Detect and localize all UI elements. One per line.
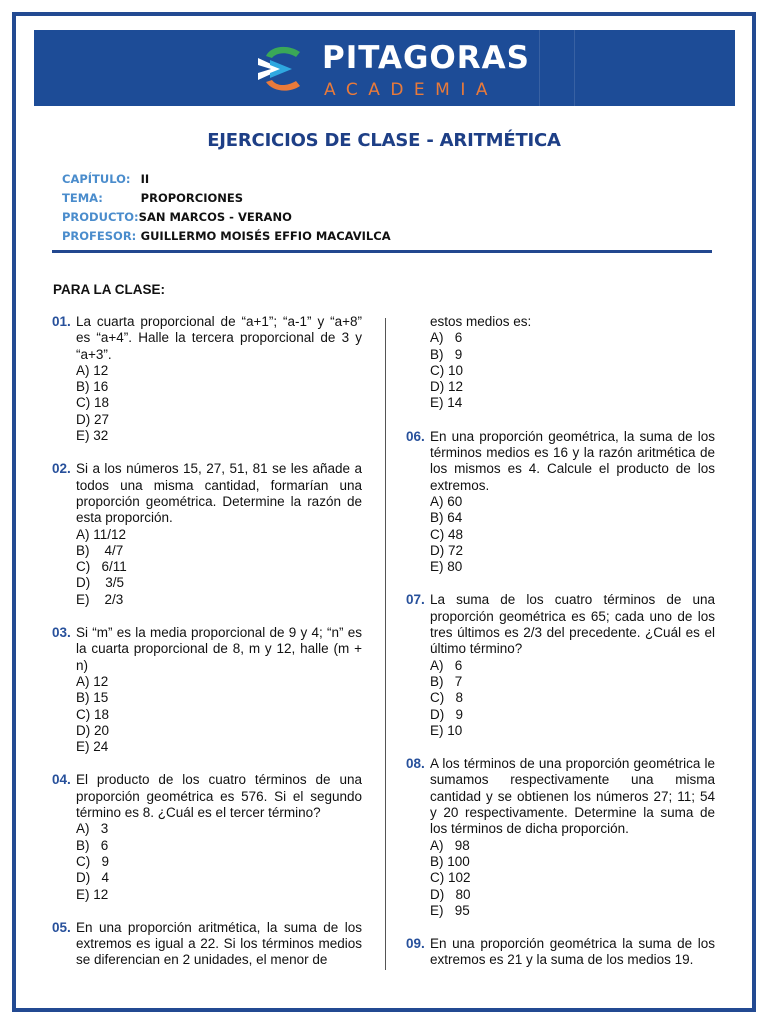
question-02 bbox=[52, 461, 362, 608]
question-text: En una proporción aritmética, la suma de los extremos es igual a 22. Si los términos medios se diferencian en 2 unidades, el menor de bbox=[76, 919, 362, 968]
answer-option: C) 18 bbox=[76, 395, 110, 411]
question-text: En una proporción geométrica, la suma de los términos medios es 16 y la razón aritmética de los mismos es 4. Calcule el producto de los extremos. bbox=[430, 428, 715, 493]
question-text-continued: estos medios es: bbox=[430, 314, 532, 329]
meta-row-teacher bbox=[62, 227, 391, 246]
question-text: A los términos de una proporción geométrica le sumamos respectivamente una misma cantidad y se obtienen los números 27; 11; 54 y 20 respectivamente. Determine la suma de los términos de dicha proporción. bbox=[430, 756, 715, 837]
answer-option: E) 32 bbox=[76, 428, 109, 444]
question-text: La suma de los cuatro términos de una proporción geométrica es 65; cada uno de los tres últimos es 2/3 del precedente. ¿Cuál es el último término? bbox=[430, 592, 715, 657]
question-text: Si a los números 15, 27, 51, 81 se les añade a todos una misma cantidad, formarían una proporción geométrica. Determine la razón de esta proporción. bbox=[76, 461, 362, 526]
brand-name: PITAGORAS bbox=[322, 40, 530, 76]
question-08 bbox=[406, 756, 715, 919]
question-05-continued bbox=[406, 314, 715, 412]
meta-label: PROFESOR: bbox=[62, 229, 137, 243]
pitagoras-logo-icon bbox=[256, 44, 308, 94]
meta-label: TEMA: bbox=[62, 191, 103, 205]
answer-option: E) 10 bbox=[430, 722, 463, 738]
left-column bbox=[52, 314, 362, 986]
answer-option: E) 24 bbox=[76, 739, 109, 755]
answer-option: B) 64 bbox=[430, 510, 463, 526]
answer-option: C) 6/11 bbox=[76, 559, 127, 575]
answer-option: A) 98 bbox=[430, 837, 470, 853]
answer-option: E) 95 bbox=[430, 902, 470, 918]
question-number: 06. bbox=[406, 428, 425, 444]
answer-option: C) 18 bbox=[76, 706, 110, 722]
section-title: PARA LA CLASE: bbox=[53, 282, 165, 297]
answer-option: B) 100 bbox=[430, 853, 470, 869]
question-number: 04. bbox=[52, 772, 71, 788]
answer-option: C) 9 bbox=[76, 853, 110, 869]
answer-option: B) 4/7 bbox=[76, 542, 124, 558]
question-text: El producto de los cuatro términos de una proporción geométrica es 576. Si el segundo término es 8. ¿Cuál es el tercer término? bbox=[76, 772, 362, 821]
answer-option: A) 12 bbox=[76, 673, 109, 689]
answer-option: B) 15 bbox=[76, 690, 109, 706]
question-number: 08. bbox=[406, 756, 425, 772]
header-stripe bbox=[539, 30, 540, 106]
answer-option: E) 14 bbox=[430, 395, 463, 411]
question-number: 09. bbox=[406, 936, 425, 952]
question-number: 02. bbox=[52, 461, 71, 477]
answer-option: B) 6 bbox=[76, 837, 109, 853]
meta-label: PRODUCTO: bbox=[62, 210, 139, 224]
question-text: En una proporción geométrica la suma de los extremos es 21 y la suma de los medios 19. bbox=[430, 936, 715, 968]
question-06 bbox=[406, 429, 715, 576]
question-07 bbox=[406, 592, 715, 739]
answer-option: C) 8 bbox=[430, 690, 464, 706]
answer-option: D) 27 bbox=[76, 411, 110, 427]
answer-option: A) 11/12 bbox=[76, 526, 127, 542]
meta-row-topic bbox=[62, 189, 391, 208]
answer-option: C) 48 bbox=[430, 526, 464, 542]
answer-option: D) 12 bbox=[430, 379, 464, 395]
header-stripe bbox=[574, 30, 575, 106]
answer-option: A) 6 bbox=[430, 330, 463, 346]
answer-option: D) 4 bbox=[76, 870, 110, 886]
question-number: 01. bbox=[52, 314, 71, 329]
answer-option: D) 72 bbox=[430, 542, 464, 558]
answer-option: E) 80 bbox=[430, 559, 463, 575]
question-03 bbox=[52, 625, 362, 755]
meta-value: SAN MARCOS - VERANO bbox=[138, 210, 292, 224]
answer-option: A) 12 bbox=[76, 362, 109, 378]
answer-option: B) 7 bbox=[430, 673, 463, 689]
meta-value: PROPORCIONES bbox=[140, 191, 244, 205]
question-number: 03. bbox=[52, 625, 71, 641]
answer-option: A) 3 bbox=[76, 821, 109, 837]
column-divider bbox=[385, 318, 386, 970]
meta-row-product bbox=[62, 208, 391, 227]
answer-option: E) 2/3 bbox=[76, 591, 124, 607]
question-04 bbox=[52, 772, 362, 902]
document-meta bbox=[62, 170, 391, 246]
answer-option: A) 60 bbox=[430, 493, 463, 509]
question-number: 07. bbox=[406, 592, 425, 608]
header-divider bbox=[52, 250, 712, 253]
answer-option: D) 9 bbox=[430, 706, 464, 722]
answer-option: E) 12 bbox=[76, 886, 109, 902]
brand-subtitle: ACADEMIA bbox=[324, 80, 498, 100]
question-text: Si “m” es la media proporcional de 9 y 4; “n” es la cuarta proporcional de 8, m y 12, halle (m + n) bbox=[76, 625, 362, 673]
answer-option: C) 10 bbox=[430, 362, 464, 378]
header-banner bbox=[34, 30, 735, 106]
question-number: 05. bbox=[52, 919, 71, 935]
question-05 bbox=[52, 920, 362, 969]
meta-value: GUILLERMO MOISÉS EFFIO MACAVILCA bbox=[140, 229, 391, 243]
question-09 bbox=[406, 936, 715, 969]
answer-option: D) 80 bbox=[430, 886, 471, 902]
question-text: La cuarta proporcional de “a+1”; “a-1” y “a+8” es “a+4”. Halle la tercera proporcional de 3 y “a+3”. bbox=[76, 314, 362, 362]
meta-value: II bbox=[140, 172, 150, 186]
answer-option: C) 102 bbox=[430, 870, 471, 886]
answer-option: B) 9 bbox=[430, 346, 463, 362]
meta-row-chapter bbox=[62, 170, 391, 189]
answer-option: A) 6 bbox=[430, 657, 463, 673]
right-column bbox=[406, 314, 715, 986]
meta-label: CAPÍTULO: bbox=[62, 172, 131, 186]
answer-option: B) 16 bbox=[76, 379, 109, 395]
answer-option: D) 3/5 bbox=[76, 575, 125, 591]
question-01 bbox=[52, 314, 362, 444]
document-title: EJERCICIOS DE CLASE - ARITMÉTICA bbox=[207, 130, 561, 151]
answer-option: D) 20 bbox=[76, 722, 110, 738]
